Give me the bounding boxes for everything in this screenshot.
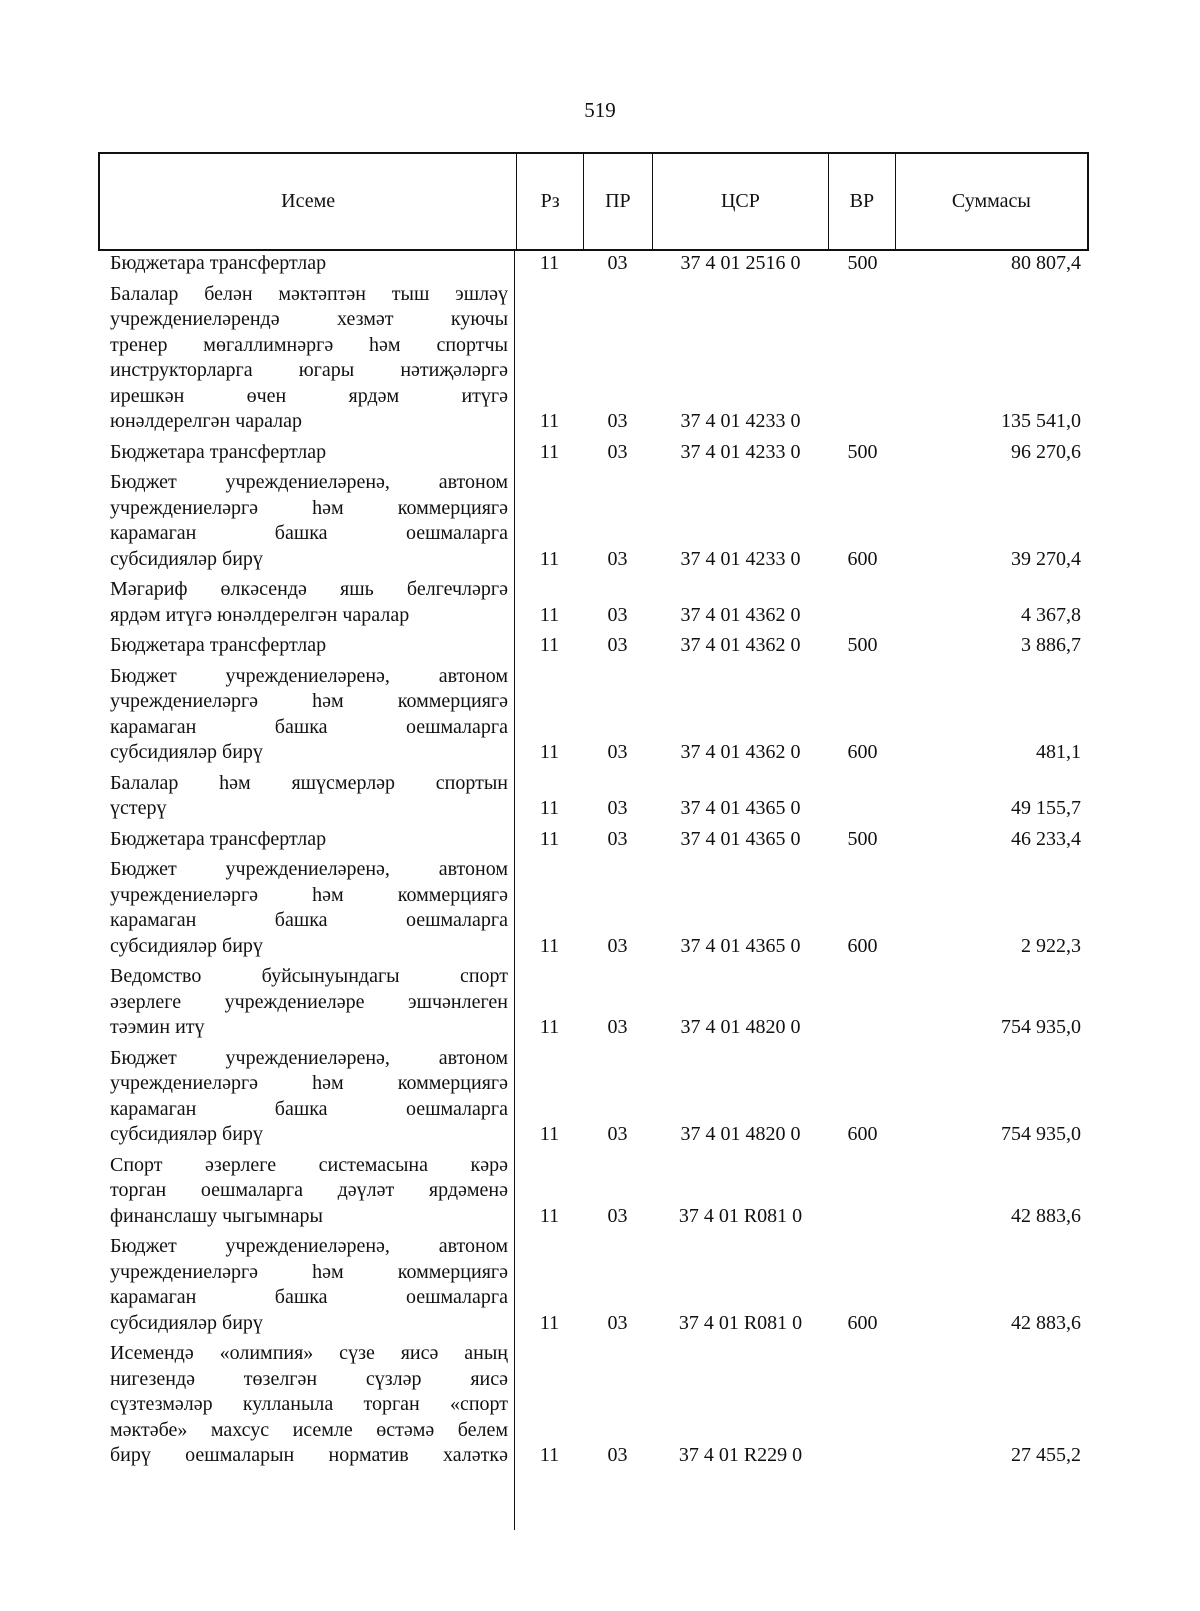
row-name-line: тренер мөгаллимнәргә һәм спортчы	[110, 333, 508, 356]
table-row	[98, 1234, 1089, 1336]
row-name-line: тәэмин итү	[110, 1016, 205, 1038]
row-pr: 03	[607, 934, 628, 957]
header-name: Исеме	[281, 190, 336, 212]
row-sum: 49 155,7	[1011, 797, 1081, 819]
row-csr: 37 4 01 4820 0	[680, 1123, 801, 1145]
row-rz: 11	[539, 934, 560, 957]
row-vr: 600	[847, 547, 878, 570]
row-sum: 42 883,6	[1011, 1204, 1081, 1227]
row-name-line: учреждениеләргә һәм коммерциягә	[110, 883, 508, 906]
row-sum: 4 367,8	[1021, 603, 1081, 626]
row-name-line: Мәгариф өлкәсендә яшь белгечләргә	[110, 578, 508, 600]
row-name-line: Балалар һәм яшүсмерләр спортын	[110, 771, 508, 794]
table-row	[98, 771, 1089, 822]
row-sum: 754 935,0	[1001, 1123, 1081, 1145]
row-rz: 11	[539, 252, 560, 274]
row-name-line: учреждениеләрендә хезмәт куючы	[110, 308, 508, 330]
row-sum: 3 886,7	[1021, 634, 1081, 656]
row-vr: 500	[847, 827, 878, 850]
row-sum: 135 541,0	[1001, 410, 1081, 432]
row-name-line: субсидияләр бирү	[110, 934, 263, 957]
table-row	[98, 282, 1089, 435]
row-pr: 03	[607, 1204, 628, 1227]
row-csr: 37 4 01 4233 0	[680, 440, 801, 463]
row-vr: 500	[847, 634, 878, 656]
row-csr: 37 4 01 4233 0	[680, 547, 801, 570]
row-name-line: учреждениеләргә һәм коммерциягә	[110, 1260, 508, 1283]
table-body	[98, 251, 1089, 1474]
row-csr: 37 4 01 2516 0	[680, 252, 801, 274]
row-name-line: үстерү	[110, 797, 167, 819]
row-sum: 46 233,4	[1011, 827, 1081, 850]
row-name-line: финанслашу чыгымнары	[110, 1204, 323, 1227]
row-pr: 03	[607, 741, 628, 763]
row-pr: 03	[607, 410, 628, 432]
row-name-line: учреждениеләргә һәм коммерциягә	[110, 496, 508, 519]
row-sum: 481,1	[1036, 741, 1081, 763]
header-pr: ПР	[583, 154, 652, 249]
row-name-line: Спорт әзерлеге системасына кәрә	[110, 1153, 508, 1176]
table-row	[98, 440, 1089, 466]
row-name	[98, 251, 516, 277]
table-header	[98, 152, 1089, 251]
row-name-line: Бюджет учреждениеләренә, автоном	[110, 858, 508, 880]
row-name	[98, 771, 516, 822]
row-sum: 754 935,0	[1001, 1016, 1081, 1038]
row-name	[98, 1341, 516, 1469]
table-row	[98, 964, 1089, 1041]
table-row	[98, 857, 1089, 959]
row-pr: 03	[607, 603, 628, 626]
row-csr: 37 4 01 R081 0	[678, 1204, 803, 1227]
row-pr: 03	[607, 1016, 628, 1038]
row-name-line: сүзтезмәләр кулланыла торган «спорт	[110, 1393, 508, 1415]
row-name-line: карамаган башка оешмаларга	[110, 715, 508, 738]
row-pr: 03	[607, 827, 628, 850]
row-name	[98, 577, 516, 628]
row-name-line: Балалар белән мәктәптән тыш эшләү	[110, 282, 508, 305]
row-name-line: Бюджетара трансфертлар	[110, 827, 327, 850]
row-name-line: Ведомство буйсынуындагы спорт	[110, 965, 508, 987]
row-name	[98, 633, 516, 659]
header-csr: ЦСР	[652, 154, 828, 249]
row-name-line: Бюджетара трансфертлар	[110, 252, 327, 274]
row-rz: 11	[539, 797, 560, 819]
row-vr: 500	[847, 252, 878, 274]
row-csr: 37 4 01 R081 0	[678, 1311, 803, 1334]
table-row	[98, 577, 1089, 628]
row-pr: 03	[607, 440, 628, 463]
row-vr: 600	[847, 934, 878, 957]
table-row	[98, 1153, 1089, 1230]
row-rz: 11	[539, 634, 560, 656]
table-row	[98, 664, 1089, 766]
table-row	[98, 827, 1089, 853]
row-name	[98, 664, 516, 766]
row-sum: 27 455,2	[1011, 1444, 1081, 1466]
row-name-line: мәктәбе» махсус исемле өстәмә белем	[110, 1418, 508, 1441]
row-name-line: Бюджет учреждениеләренә, автоном	[110, 471, 508, 493]
row-name	[98, 964, 516, 1041]
row-rz: 11	[539, 603, 560, 626]
row-name-line: юнәлдерелгән чаралар	[110, 410, 303, 432]
row-rz: 11	[539, 741, 560, 763]
row-name-line: карамаган башка оешмаларга	[110, 1097, 508, 1120]
row-name-line: субсидияләр бирү	[110, 547, 263, 570]
header-rz: Рз	[516, 154, 583, 249]
row-name-line: карамаган башка оешмаларга	[110, 1286, 508, 1308]
row-csr: 37 4 01 4365 0	[680, 827, 801, 850]
row-name	[98, 857, 516, 959]
row-name-line: нигезендә төзелгән сүзләр яисә	[110, 1367, 508, 1390]
row-pr: 03	[607, 547, 628, 570]
row-name	[98, 1046, 516, 1148]
row-name-line: карамаган башка оешмаларга	[110, 522, 508, 544]
page-number: 519	[584, 98, 616, 122]
row-name-line: учреждениеләргә һәм коммерциягә	[110, 1072, 508, 1094]
row-name	[98, 827, 516, 853]
row-vr: 600	[847, 1311, 878, 1334]
row-name-line: карамаган башка оешмаларга	[110, 909, 508, 931]
row-sum: 96 270,6	[1011, 440, 1081, 463]
row-name-line: ярдәм итүгә юнәлдерелгән чаралар	[110, 603, 410, 626]
row-csr: 37 4 01 4362 0	[680, 603, 801, 626]
row-rz: 11	[539, 410, 560, 432]
row-csr: 37 4 01 4365 0	[680, 934, 801, 957]
header-sum: Суммасы	[895, 154, 1087, 249]
row-name-line: субсидияләр бирү	[110, 741, 263, 763]
table-row	[98, 251, 1089, 277]
row-rz: 11	[539, 1444, 560, 1466]
table-row	[98, 633, 1089, 659]
row-sum: 2 922,3	[1021, 934, 1081, 957]
row-vr: 600	[847, 741, 878, 763]
row-csr: 37 4 01 R229 0	[678, 1444, 803, 1466]
row-pr: 03	[607, 1311, 628, 1334]
table-row	[98, 1341, 1089, 1469]
row-name-line: ирешкән өчен ярдәм итүгә	[110, 384, 508, 407]
row-rz: 11	[539, 1311, 560, 1334]
row-name-line: Бюджет учреждениеләренә, автоном	[110, 1235, 508, 1257]
row-pr: 03	[607, 797, 628, 819]
row-pr: 03	[607, 1123, 628, 1145]
row-sum: 42 883,6	[1011, 1311, 1081, 1334]
row-name	[98, 470, 516, 572]
row-pr: 03	[607, 1444, 628, 1466]
row-pr: 03	[607, 634, 628, 656]
row-name-line: бирү оешмаларын норматив халәткә	[110, 1444, 508, 1466]
row-csr: 37 4 01 4820 0	[680, 1016, 801, 1038]
row-csr: 37 4 01 4362 0	[680, 741, 801, 763]
row-name	[98, 1234, 516, 1336]
row-rz: 11	[539, 1016, 560, 1038]
row-csr: 37 4 01 4365 0	[680, 797, 801, 819]
row-name-line: торган оешмаларга дәүләт ярдәменә	[110, 1179, 508, 1201]
header-vr: ВР	[828, 154, 895, 249]
row-vr: 500	[847, 440, 878, 463]
row-name-line: Бюджетара трансфертлар	[110, 634, 327, 656]
table-row	[98, 470, 1089, 572]
row-rz: 11	[539, 827, 560, 850]
row-name-line: Бюджет учреждениеләренә, автоном	[110, 1046, 508, 1069]
row-rz: 11	[539, 1123, 560, 1145]
row-pr: 03	[607, 252, 628, 274]
row-sum: 80 807,4	[1011, 252, 1081, 274]
row-name-line: субсидияләр бирү	[110, 1311, 263, 1334]
row-name	[98, 282, 516, 435]
row-rz: 11	[539, 440, 560, 463]
row-csr: 37 4 01 4233 0	[680, 410, 801, 432]
row-name-line: Бюджет учреждениеләренә, автоном	[110, 664, 508, 687]
row-name-line: Исемендә «олимпия» сүзе яисә аның	[110, 1342, 508, 1364]
row-csr: 37 4 01 4362 0	[680, 634, 801, 656]
row-sum: 39 270,4	[1011, 547, 1081, 570]
row-name-line: Бюджетара трансфертлар	[110, 440, 327, 463]
row-rz: 11	[539, 547, 560, 570]
row-name-line: инструкторларга югары нәтиҗәләргә	[110, 359, 508, 381]
row-name	[98, 440, 516, 466]
row-vr: 600	[847, 1123, 878, 1145]
row-rz: 11	[539, 1204, 560, 1227]
row-name-line: әзерлеге учреждениеләре эшчәнлеген	[110, 990, 508, 1013]
row-name	[98, 1153, 516, 1230]
row-name-line: субсидияләр бирү	[110, 1123, 263, 1145]
row-name-line: учреждениеләргә һәм коммерциягә	[110, 690, 508, 712]
table-row	[98, 1046, 1089, 1148]
